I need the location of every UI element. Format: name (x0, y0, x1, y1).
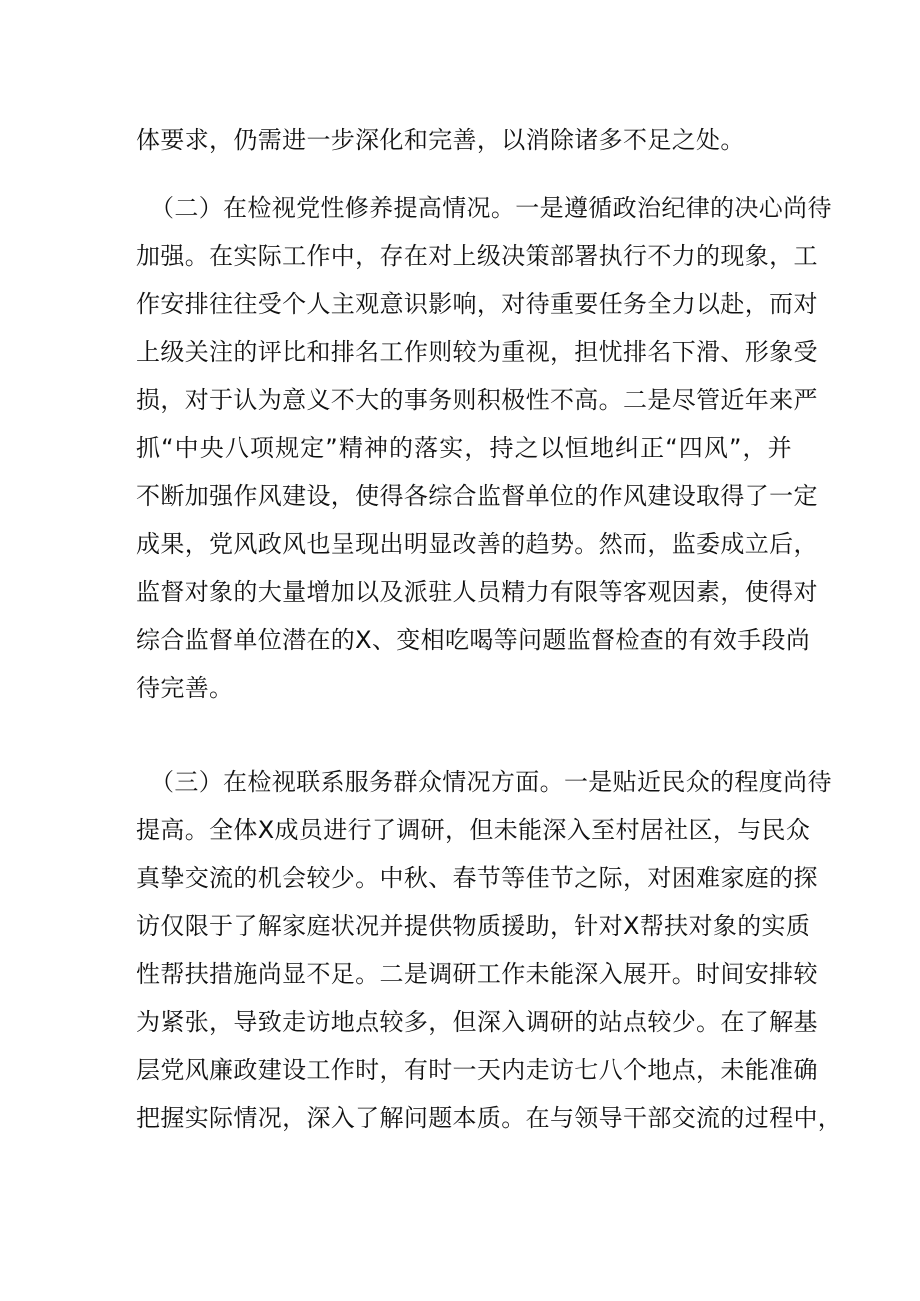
text-line: 监督对象的大量增加以及派驻人员精力有限等客观因素，使得对 (136, 578, 818, 606)
text-line: 损，对于认为意义不大的事务则积极性不高。二是尽管近年来严 (136, 386, 818, 414)
text-line: 为紧张，导致走访地点较多，但深入调研的站点较少。在了解基 (136, 1008, 818, 1036)
text-line: 成果，党风政风也呈现出明显改善的趋势。然而，监委成立后， (136, 530, 818, 558)
text-line: 提高。全体X成员进行了调研，但未能深入至村居社区，与民众 (136, 816, 811, 844)
text-line: 抓“中央八项规定”精神的落实，持之以恒地纠正“四风”，并 (136, 434, 792, 462)
text-line: 不断加强作风建设，使得各综合监督单位的作风建设取得了一定 (136, 482, 818, 510)
text-line: 层党风廉政建设工作时，有时一天内走访七八个地点，未能准确 (136, 1056, 818, 1084)
text-line: 综合监督单位潜在的X、变相吃喝等问题监督检查的有效手段尚 (136, 626, 811, 654)
text-line: 访仅限于了解家庭状况并提供物质援助，针对X帮扶对象的实质 (136, 912, 811, 940)
text-line: 加强。在实际工作中，存在对上级决策部署执行不力的现象，工 (136, 242, 818, 270)
text-line: 上级关注的评比和排名工作则较为重视，担忧排名下滑、形象受 (136, 338, 818, 366)
text-line: 真挚交流的机会较少。中秋、春节等佳节之际，对困难家庭的探 (136, 864, 818, 892)
text-line: 性帮扶措施尚显不足。二是调研工作未能深入展开。时间安排较 (136, 960, 818, 988)
text-line: 作安排往往受个人主观意识影响，对待重要任务全力以赴，而对 (136, 290, 818, 318)
text-line: （三）在检视联系服务群众情况方面。一是贴近民众的程度尚待 (150, 768, 832, 796)
text-line: 待完善。 (136, 674, 234, 702)
text-line: 把握实际情况，深入了解问题本质。在与领导干部交流的过程中， (136, 1104, 843, 1132)
text-line: （二）在检视党性修养提高情况。一是遵循政治纪律的决心尚待 (150, 194, 832, 222)
text-line: 体要求，仍需进一步深化和完善，以消除诸多不足之处。 (136, 126, 745, 154)
